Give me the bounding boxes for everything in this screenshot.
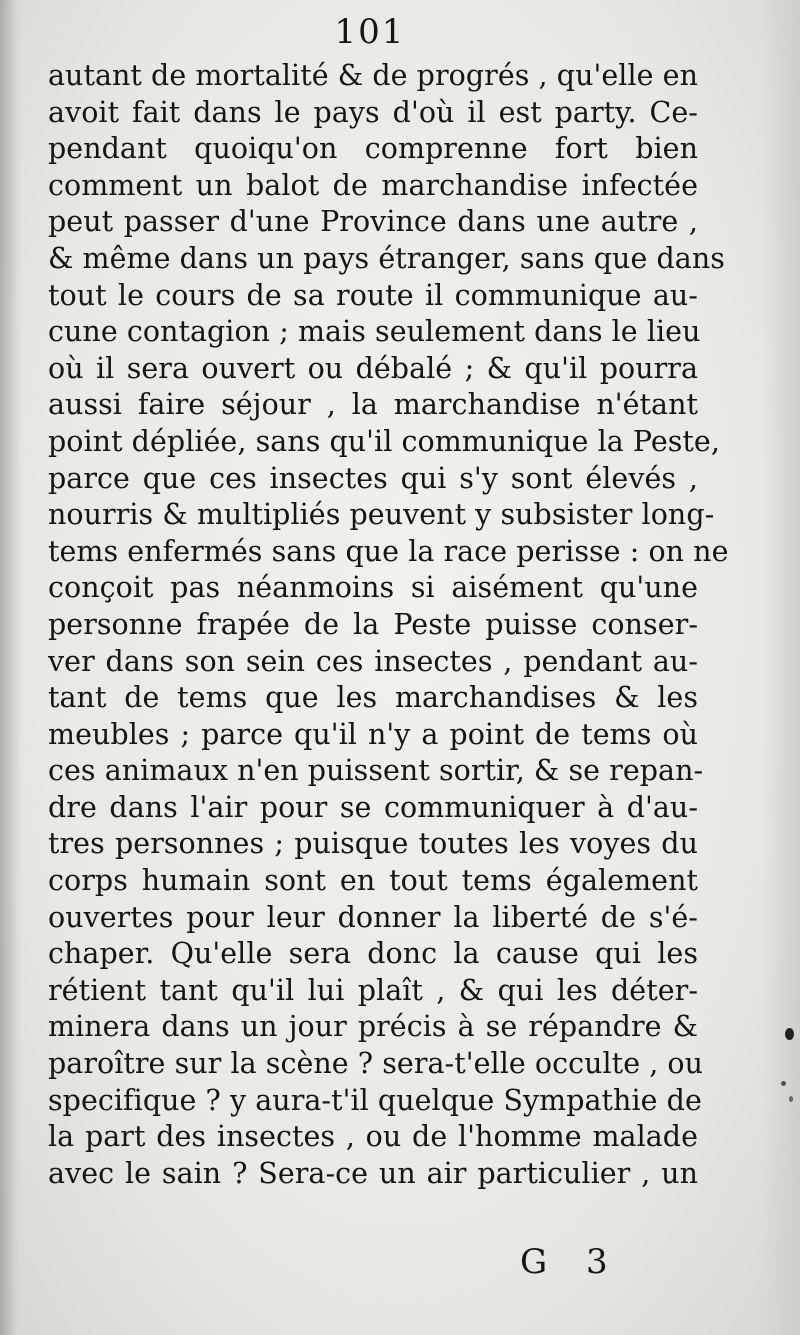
text-line: pendant quoiqu'on comprenne fort bien bbox=[48, 132, 698, 166]
text-line: autant de mortalité & de progrés , qu'elle en bbox=[48, 59, 698, 92]
text-line: comment un balot de marchandise infectée bbox=[48, 168, 698, 202]
text-line: & même dans un pays étranger, sans que dans bbox=[48, 241, 725, 275]
text-line: avoit fait dans le pays d'où il est party. Ce- bbox=[48, 95, 698, 129]
text-line: specifique ? y aura-t'il quelque Sympathie de bbox=[48, 1083, 702, 1117]
text-line: dre dans l'air pour se communiquer à d'au- bbox=[48, 790, 698, 824]
ink-speck bbox=[789, 1096, 793, 1102]
ink-speck bbox=[781, 1081, 786, 1086]
text-line: tout le cours de sa route il communique au- bbox=[48, 278, 698, 312]
text-line: tems enfermés sans que la race perisse : on ne bbox=[48, 534, 729, 568]
page-edge bbox=[762, 0, 800, 1335]
text-line: tant de tems que les marchandises & les bbox=[48, 681, 698, 715]
text-line: point dépliée, sans qu'il communique la Peste, bbox=[48, 424, 720, 458]
gutter-shadow bbox=[0, 0, 22, 1335]
text-line: où il sera ouvert ou débalé ; & qu'il pourra bbox=[48, 351, 698, 385]
signature-mark: G 3 bbox=[520, 1242, 622, 1282]
text-line: conçoit pas néanmoins si aisément qu'une bbox=[48, 571, 698, 605]
text-line: personne frapée de la Peste puisse conser- bbox=[48, 607, 698, 641]
text-line: paroître sur la scène ? sera-t'elle occulte , ou bbox=[48, 1047, 704, 1081]
text-line: nourris & multipliés peuvent y subsister long- bbox=[48, 498, 715, 532]
text-line: avec le sain ? Sera-ce un air particulier , un bbox=[48, 1156, 698, 1190]
text-line: minera dans un jour précis à se répandre & bbox=[48, 1010, 698, 1044]
text-line: ces animaux n'en puissent sortir, & se repan- bbox=[48, 754, 704, 788]
text-line: meubles ; parce qu'il n'y a point de tems où bbox=[48, 717, 698, 751]
text-line: ouvertes pour leur donner la liberté de s'é- bbox=[48, 900, 698, 934]
page-number: 101 bbox=[334, 12, 406, 52]
text-line: parce que ces insectes qui s'y sont élevés , bbox=[48, 461, 698, 495]
text-line: chaper. Qu'elle sera donc la cause qui les bbox=[48, 937, 698, 971]
body-text bbox=[48, 58, 729, 1192]
text-line: rétient tant qu'il lui plaît , & qui les déter- bbox=[48, 973, 698, 1007]
text-line: peut passer d'une Province dans une autre , bbox=[48, 205, 698, 239]
text-line: corps humain sont en tout tems également bbox=[48, 864, 698, 898]
ink-speck bbox=[785, 1028, 794, 1040]
text-line: aussi faire séjour , la marchandise n'étant bbox=[48, 388, 698, 422]
text-line: cune contagion ; mais seulement dans le lieu bbox=[48, 315, 701, 349]
text-line: la part des insectes , ou de l'homme malade bbox=[48, 1120, 698, 1154]
text-line: tres personnes ; puisque toutes les voyes du bbox=[48, 827, 698, 861]
text-line: ver dans son sein ces insectes , pendant au- bbox=[48, 644, 698, 678]
